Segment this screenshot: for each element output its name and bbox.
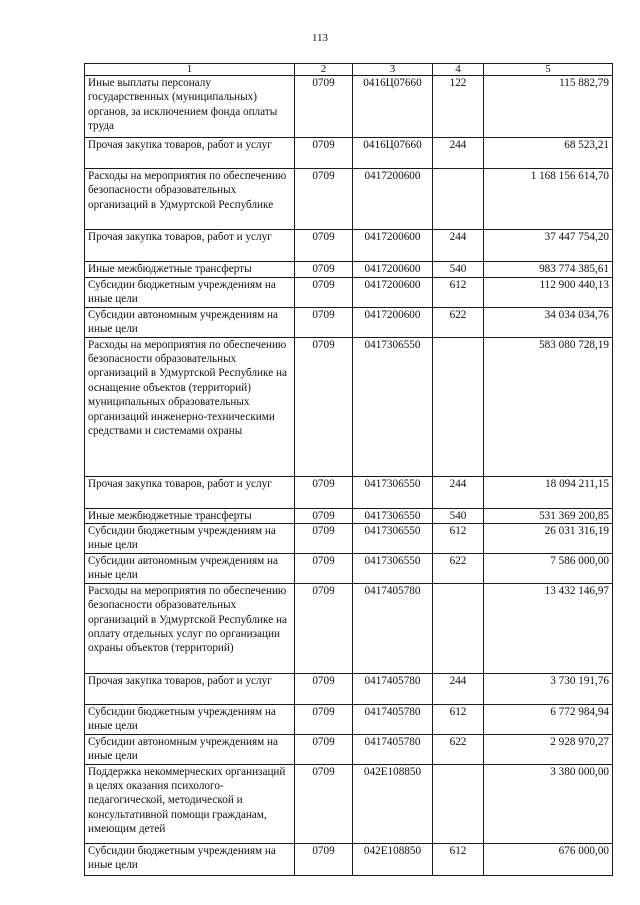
row-expense-type: 612 <box>433 843 484 875</box>
table-row <box>85 524 613 554</box>
row-name: Субсидии бюджетным учреждениям на иные цели <box>85 704 295 734</box>
row-target-article: 0417405780 <box>353 704 433 734</box>
table-row <box>85 307 613 337</box>
row-name: Прочая закупка товаров, работ и услуг <box>85 673 295 704</box>
table-row <box>85 673 613 704</box>
row-expense-type: 540 <box>433 508 484 523</box>
row-name: Расходы на мероприятия по обеспечению безопасности образовательных организаций в Удмуртской Республике на оснащение объектов (территорий) муниципальных образовательных организаций инженерно-техническими средствами и системами охраны <box>85 337 295 476</box>
row-expense-type <box>433 583 484 673</box>
row-name: Субсидии бюджетным учреждениям на иные цели <box>85 524 295 554</box>
row-target-article: 042E108850 <box>353 764 433 843</box>
row-section: 0709 <box>295 230 353 262</box>
row-name: Субсидии бюджетным учреждениям на иные цели <box>85 278 295 308</box>
table-row <box>85 230 613 262</box>
row-expense-type: 244 <box>433 673 484 704</box>
row-expense-type: 612 <box>433 704 484 734</box>
row-name: Поддержка некоммерческих организаций в целях оказания психолого-педагогической, методической и консультативной помощи гражданам, имеющим детей <box>85 764 295 843</box>
row-name: Субсидии автономным учреждениям на иные цели <box>85 554 295 584</box>
row-section: 0709 <box>295 843 353 875</box>
row-expense-type: 540 <box>433 262 484 278</box>
row-expense-type: 244 <box>433 138 484 169</box>
row-amount: 983 774 385,61 <box>484 262 613 278</box>
row-target-article: 0416Ц07660 <box>353 138 433 169</box>
table-row <box>85 138 613 169</box>
table-row <box>85 262 613 278</box>
row-expense-type: 622 <box>433 734 484 764</box>
row-section: 0709 <box>295 278 353 308</box>
page-number: 113 <box>311 32 329 44</box>
table-row <box>85 734 613 764</box>
row-target-article: 0417200600 <box>353 169 433 230</box>
table-row <box>85 169 613 230</box>
table-row <box>85 764 613 843</box>
table-row <box>85 508 613 523</box>
row-section: 0709 <box>295 508 353 523</box>
row-amount: 26 031 316,19 <box>484 524 613 554</box>
row-section: 0709 <box>295 476 353 508</box>
row-amount: 68 523,21 <box>484 138 613 169</box>
header-col-2: 2 <box>295 64 353 76</box>
row-amount: 18 094 211,15 <box>484 476 613 508</box>
row-amount: 531 369 200,85 <box>484 508 613 523</box>
header-col-3: 3 <box>353 64 433 76</box>
row-amount: 3 380 000,00 <box>484 764 613 843</box>
row-target-article: 0417306550 <box>353 508 433 523</box>
header-col-1: 1 <box>85 64 295 76</box>
header-col-4: 4 <box>433 64 484 76</box>
row-section: 0709 <box>295 307 353 337</box>
row-amount: 676 000,00 <box>484 843 613 875</box>
row-amount: 2 928 970,27 <box>484 734 613 764</box>
row-expense-type: 612 <box>433 524 484 554</box>
row-expense-type <box>433 337 484 476</box>
row-name: Прочая закупка товаров, работ и услуг <box>85 230 295 262</box>
table-row <box>85 843 613 875</box>
row-expense-type: 122 <box>433 76 484 138</box>
table-row <box>85 337 613 476</box>
row-target-article: 0417405780 <box>353 583 433 673</box>
row-target-article: 0416Ц07660 <box>353 76 433 138</box>
row-expense-type <box>433 764 484 843</box>
row-amount: 112 900 440,13 <box>484 278 613 308</box>
row-amount: 1 168 156 614,70 <box>484 169 613 230</box>
row-amount: 6 772 984,94 <box>484 704 613 734</box>
row-name: Иные выплаты персоналу государственных (муниципальных) органов, за исключением фонда оплаты труда <box>85 76 295 138</box>
row-target-article: 0417200600 <box>353 307 433 337</box>
row-name: Субсидии автономным учреждениям на иные цели <box>85 734 295 764</box>
row-section: 0709 <box>295 169 353 230</box>
row-target-article: 0417405780 <box>353 734 433 764</box>
row-section: 0709 <box>295 262 353 278</box>
row-section: 0709 <box>295 554 353 584</box>
row-target-article: 0417306550 <box>353 337 433 476</box>
row-name: Прочая закупка товаров, работ и услуг <box>85 138 295 169</box>
row-name: Субсидии автономным учреждениям на иные цели <box>85 307 295 337</box>
table-row <box>85 476 613 508</box>
row-amount: 37 447 754,20 <box>484 230 613 262</box>
row-name: Прочая закупка товаров, работ и услуг <box>85 476 295 508</box>
row-name: Субсидии бюджетным учреждениям на иные цели <box>85 843 295 875</box>
row-name: Иные межбюджетные трансферты <box>85 262 295 278</box>
row-expense-type: 622 <box>433 307 484 337</box>
row-section: 0709 <box>295 76 353 138</box>
table-row <box>85 554 613 584</box>
row-name: Иные межбюджетные трансферты <box>85 508 295 523</box>
row-target-article: 042E108850 <box>353 843 433 875</box>
row-amount: 115 882,79 <box>484 76 613 138</box>
row-target-article: 0417200600 <box>353 230 433 262</box>
table-row <box>85 583 613 673</box>
row-section: 0709 <box>295 764 353 843</box>
row-name: Расходы на мероприятия по обеспечению безопасности образовательных организаций в Удмуртской Республике на оплату отдельных услуг по организации охраны объектов (территорий) <box>85 583 295 673</box>
row-section: 0709 <box>295 704 353 734</box>
table-row <box>85 704 613 734</box>
row-target-article: 0417200600 <box>353 278 433 308</box>
row-amount: 7 586 000,00 <box>484 554 613 584</box>
budget-table <box>84 63 613 876</box>
row-amount: 34 034 034,76 <box>484 307 613 337</box>
header-row <box>85 64 613 76</box>
row-section: 0709 <box>295 583 353 673</box>
row-section: 0709 <box>295 673 353 704</box>
row-expense-type: 244 <box>433 230 484 262</box>
row-section: 0709 <box>295 524 353 554</box>
row-expense-type: 622 <box>433 554 484 584</box>
row-target-article: 0417405780 <box>353 673 433 704</box>
header-col-5: 5 <box>484 64 613 76</box>
row-section: 0709 <box>295 138 353 169</box>
row-section: 0709 <box>295 337 353 476</box>
row-target-article: 0417200600 <box>353 262 433 278</box>
row-target-article: 0417306550 <box>353 524 433 554</box>
row-amount: 583 080 728,19 <box>484 337 613 476</box>
row-expense-type <box>433 169 484 230</box>
row-amount: 13 432 146,97 <box>484 583 613 673</box>
row-target-article: 0417306550 <box>353 554 433 584</box>
row-expense-type: 612 <box>433 278 484 308</box>
row-target-article: 0417306550 <box>353 476 433 508</box>
row-amount: 3 730 191,76 <box>484 673 613 704</box>
table-row <box>85 76 613 138</box>
row-section: 0709 <box>295 734 353 764</box>
table-row <box>85 278 613 308</box>
row-name: Расходы на мероприятия по обеспечению безопасности образовательных организаций в Удмуртской Республике <box>85 169 295 230</box>
row-expense-type: 244 <box>433 476 484 508</box>
